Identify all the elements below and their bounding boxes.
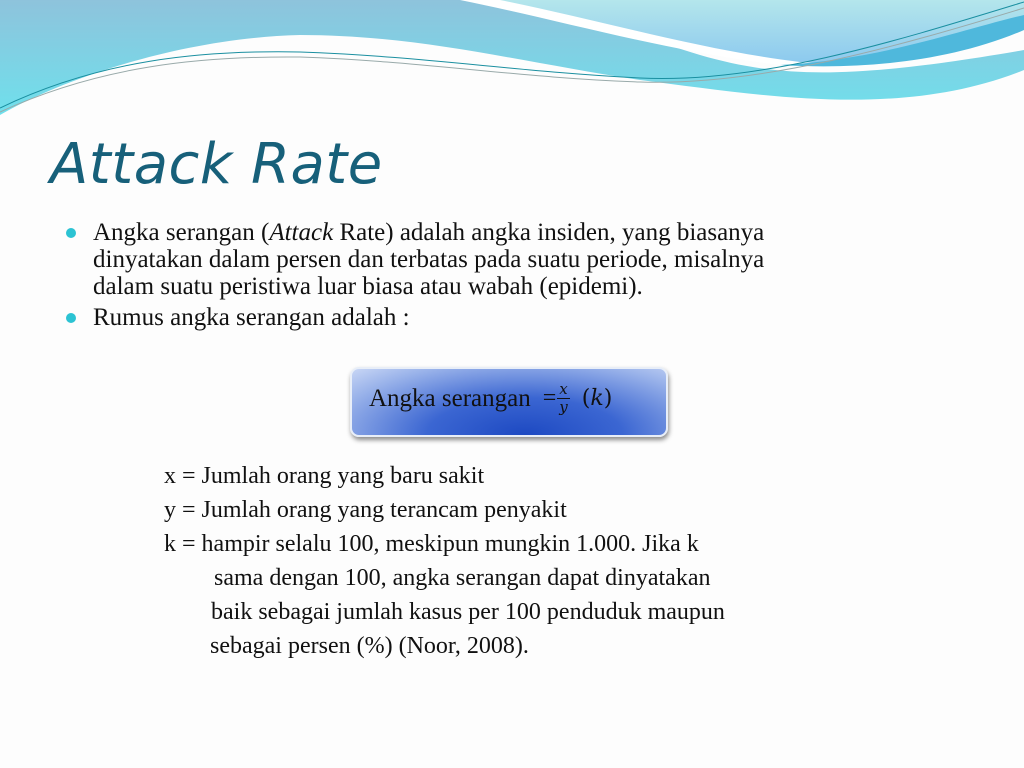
formula <box>369 381 612 416</box>
fraction-numerator: x <box>559 380 568 398</box>
bullet-formula-intro <box>66 304 966 331</box>
fraction-denominator: y <box>559 398 568 416</box>
variable-definitions <box>164 459 725 663</box>
formula-fraction <box>557 381 569 416</box>
formula-box <box>350 367 668 437</box>
italic-term: Attack <box>269 219 334 246</box>
bullet-list <box>66 219 966 335</box>
bullet-definition <box>66 219 966 300</box>
definition-y: y = Jumlah orang yang terancam penyakit <box>164 497 567 523</box>
header-wave-decoration <box>0 0 1024 130</box>
definition-x: x = Jumlah orang yang baru sakit <box>164 463 485 489</box>
definition-k: k = hampir selalu 100, meskipun mungkin 1.000. Jika k <box>164 531 699 557</box>
bullet-dot-icon <box>66 228 76 238</box>
bullet-dot-icon <box>66 313 76 323</box>
definition-k-cont: sebagai persen (%) (Noor, 2008). <box>210 633 529 659</box>
formula-label: Angka serangan <box>369 384 531 412</box>
formula-factor: (k) <box>581 386 613 411</box>
definition-k-cont: sama dengan 100, angka serangan dapat dinyatakan <box>214 565 711 591</box>
bullet-line: dinyatakan dalam persen dan terbatas pada suatu periode, misalnya <box>93 246 765 273</box>
slide-title: Attack Rate <box>50 132 383 197</box>
bullet-line: Angka serangan (Attack Rate) adalah angka insiden, yang biasanya <box>93 219 765 246</box>
bullet-line: Rumus angka serangan adalah : <box>93 304 410 331</box>
formula-equals: = <box>542 385 557 411</box>
definition-k-cont: baik sebagai jumlah kasus per 100 penduduk maupun <box>211 599 725 625</box>
bullet-line: dalam suatu peristiwa luar biasa atau wabah (epidemi). <box>93 273 643 300</box>
